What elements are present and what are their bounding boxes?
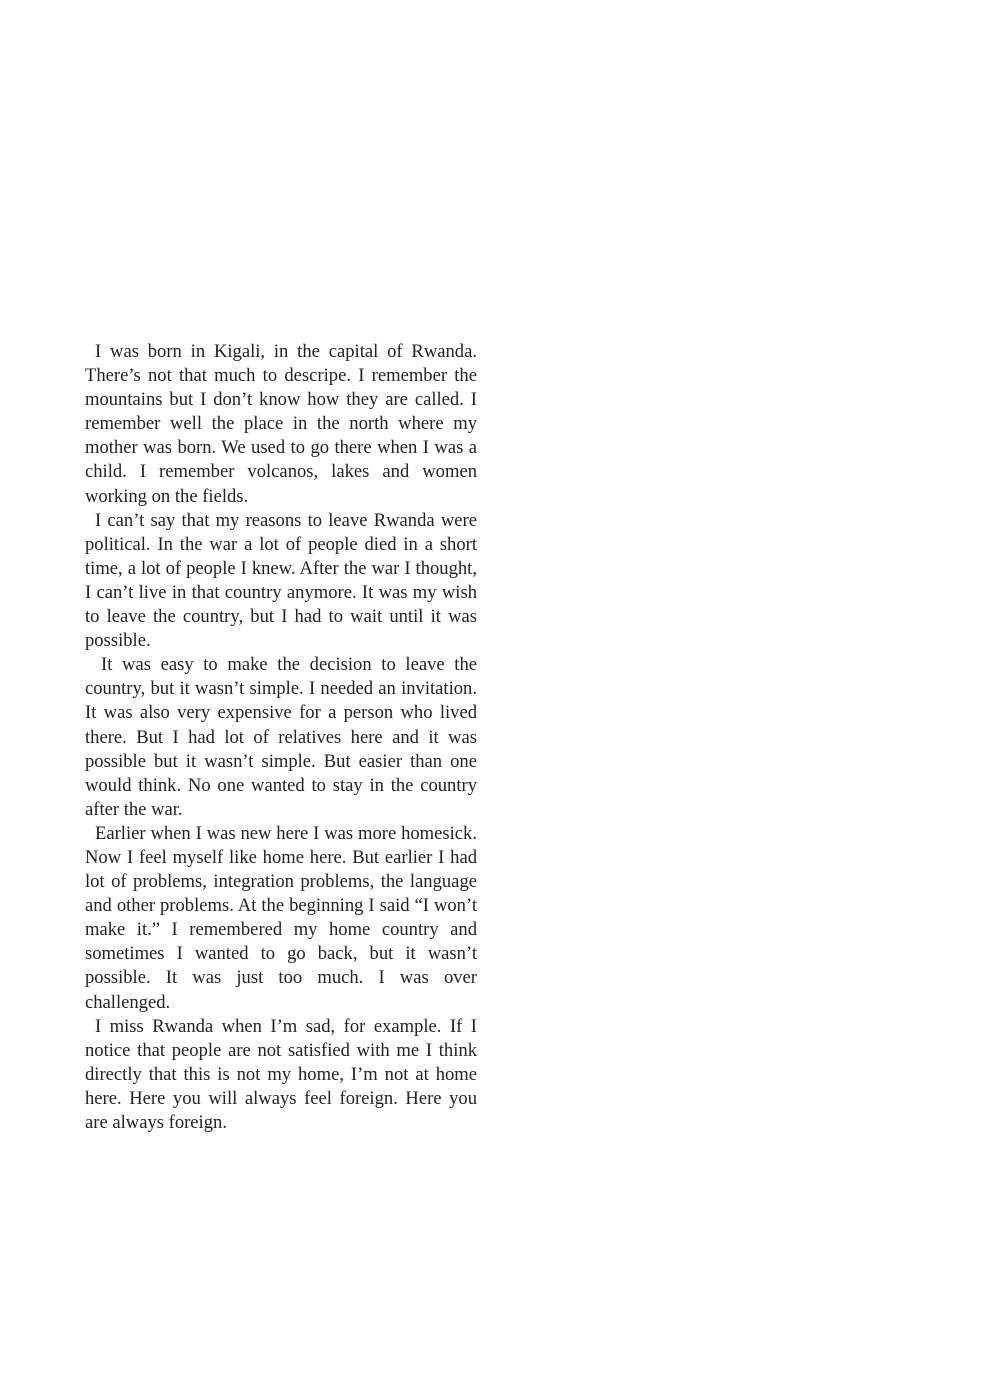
paragraph-2: I can’t say that my reasons to leave Rwanda were political. In the war a lot of people died in a short time, a lot of people I knew. After the war I thought, I can’t live in that country anymore. It was my wish to leave the country, but I had to wait until it was possible. — [85, 509, 477, 652]
paragraph-4: Earlier when I was new here I was more homesick. Now I feel myself like home here. But earlier I had lot of problems, integration problems, the language and other problems. At the beginning I said “I won’t make it.” I remembered my home country and sometimes I wanted to go back, but it wasn’t possible. It was just too much. I was over challenged. — [85, 822, 477, 1013]
body-text — [85, 340, 477, 1135]
paragraph-1: I was born in Kigali, in the capital of Rwanda. There’s not that much to descripe. I remember the mountains but I don’t know how they are called. I remember well the place in the north where my mother was born. We used to go there when I was a child. I remember volcanos, lakes and women working on the fields. — [85, 341, 477, 507]
paragraph-3: It was easy to make the decision to leave the country, but it wasn’t simple. I needed an invitation. It was also very expensive for a person who lived there. But I had lot of relatives here and it was possible but it wasn’t simple. But easier than one would think. No one wanted to stay in the country after the war. — [85, 654, 477, 820]
paragraph-5: I miss Rwanda when I’m sad, for example. If I notice that people are not satisfied with me I think directly that this is not my home, I’m not at home here. Here you will always feel foreign. Here you are always foreign. — [85, 1015, 477, 1133]
